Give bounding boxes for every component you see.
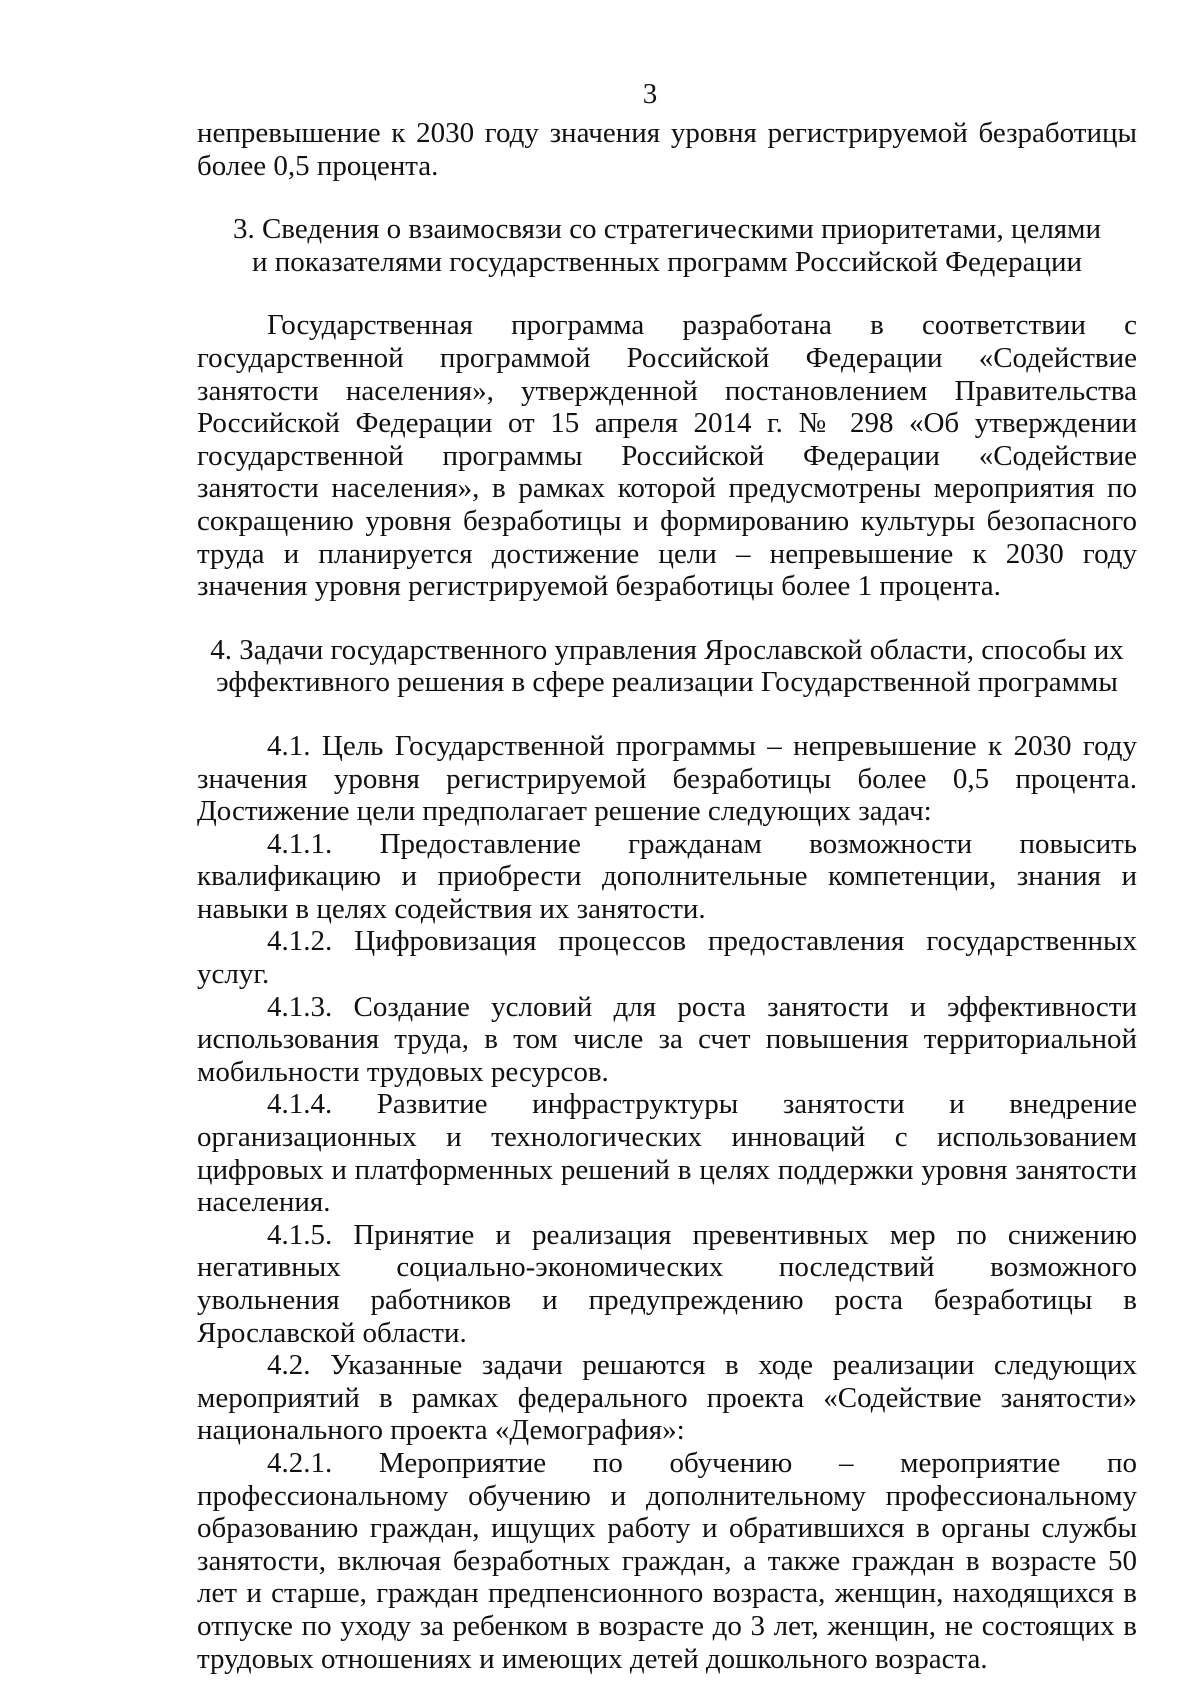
section-heading-3-line-1: 3. Сведения о взаимосвязи со стратегическими приоритетами, целями [232, 213, 1102, 246]
spacer [197, 603, 1137, 634]
paragraph-continuation: непревышение к 2030 году значения уровня регистрируемой безработицы более 0,5 процента. [197, 117, 1137, 182]
paragraph-4-1-1: 4.1.1. Предоставление гражданам возможности повысить квалификацию и приобрести дополнительные компетенции, знания и навыки в целях содействия их занятости. [197, 827, 1137, 925]
section-heading-4-line-2: эффективного решения в сфере реализации Государственной программы [216, 666, 1118, 699]
page-number: 3 [642, 78, 658, 110]
paragraph-4-1-2: 4.1.2. Цифровизация процессов предоставления государственных услуг. [197, 925, 1137, 991]
paragraph-4-1: 4.1. Цель Государственной программы – непревышение к 2030 году значения уровня регистрируемой безработицы более 0,5 процента. Достижение цели предполагает решение следующих задач: [197, 729, 1137, 828]
paragraph-4-1-5: 4.1.5. Принятие и реализация превентивных мер по снижению негативных социально-экономических последствий возможного увольнения работников и предупреждению роста безработицы в Ярославской области. [197, 1218, 1137, 1349]
paragraph-4-2-1: 4.2.1. Мероприятие по обучению – мероприятие по профессиональному обучению и дополнительному профессиональному образованию граждан, ищущих работу и обратившихся в органы службы занятости, включая безработных граждан, а также граждан в возрасте 50 лет и старше, граждан предпенсионного возраста, женщин, находящихся в отпуске по уходу за ребенком в возрасте до 3 лет, женщин, не состоящих в трудовых отношениях и имеющих детей дошкольного возраста. [197, 1446, 1137, 1675]
section-heading-3 [197, 213, 1137, 278]
spacer [197, 182, 1137, 213]
paragraph-4-1-4: 4.1.4. Развитие инфраструктуры занятости и внедрение организационных и технологических инноваций с использованием цифровых и платформенных решений в целях поддержки уровня занятости населения. [197, 1088, 1137, 1219]
paragraph-4-2: 4.2. Указанные задачи решаются в ходе реализации следующих мероприятий в рамках федерального проекта «Содействие занятости» национального проекта «Демография»: [197, 1349, 1137, 1447]
section-heading-4-line-1: 4. Задачи государственного управления Ярославской области, способы их [210, 633, 1124, 666]
spacer [197, 699, 1137, 730]
section-heading-3-line-2: и показателями государственных программ Российской Федерации [251, 245, 1083, 278]
spacer [197, 278, 1137, 309]
document-body [197, 117, 1137, 1675]
paragraph-state-program: Государственная программа разработана в соответствии с государственной программой Российской Федерации «Содействие занятости населения», утвержденной постановлением Правительства Российской Федерации от 15 апреля 2014 г. № 298 «Об утверждении государственной программы Российской Федерации «Содействие занятости населения», в рамках которой предусмотрены мероприятия по сокращению уровня безработицы и формированию культуры безопасного труда и планируется достижение цели – непревышение к 2030 году значения уровня регистрируемой безработицы более 1 процента. [197, 309, 1137, 603]
section-heading-4 [197, 634, 1137, 699]
paragraph-4-1-3: 4.1.3. Создание условий для роста занятости и эффективности использования труда, в том числе за счет повышения территориальной мобильности трудовых ресурсов. [197, 990, 1137, 1088]
